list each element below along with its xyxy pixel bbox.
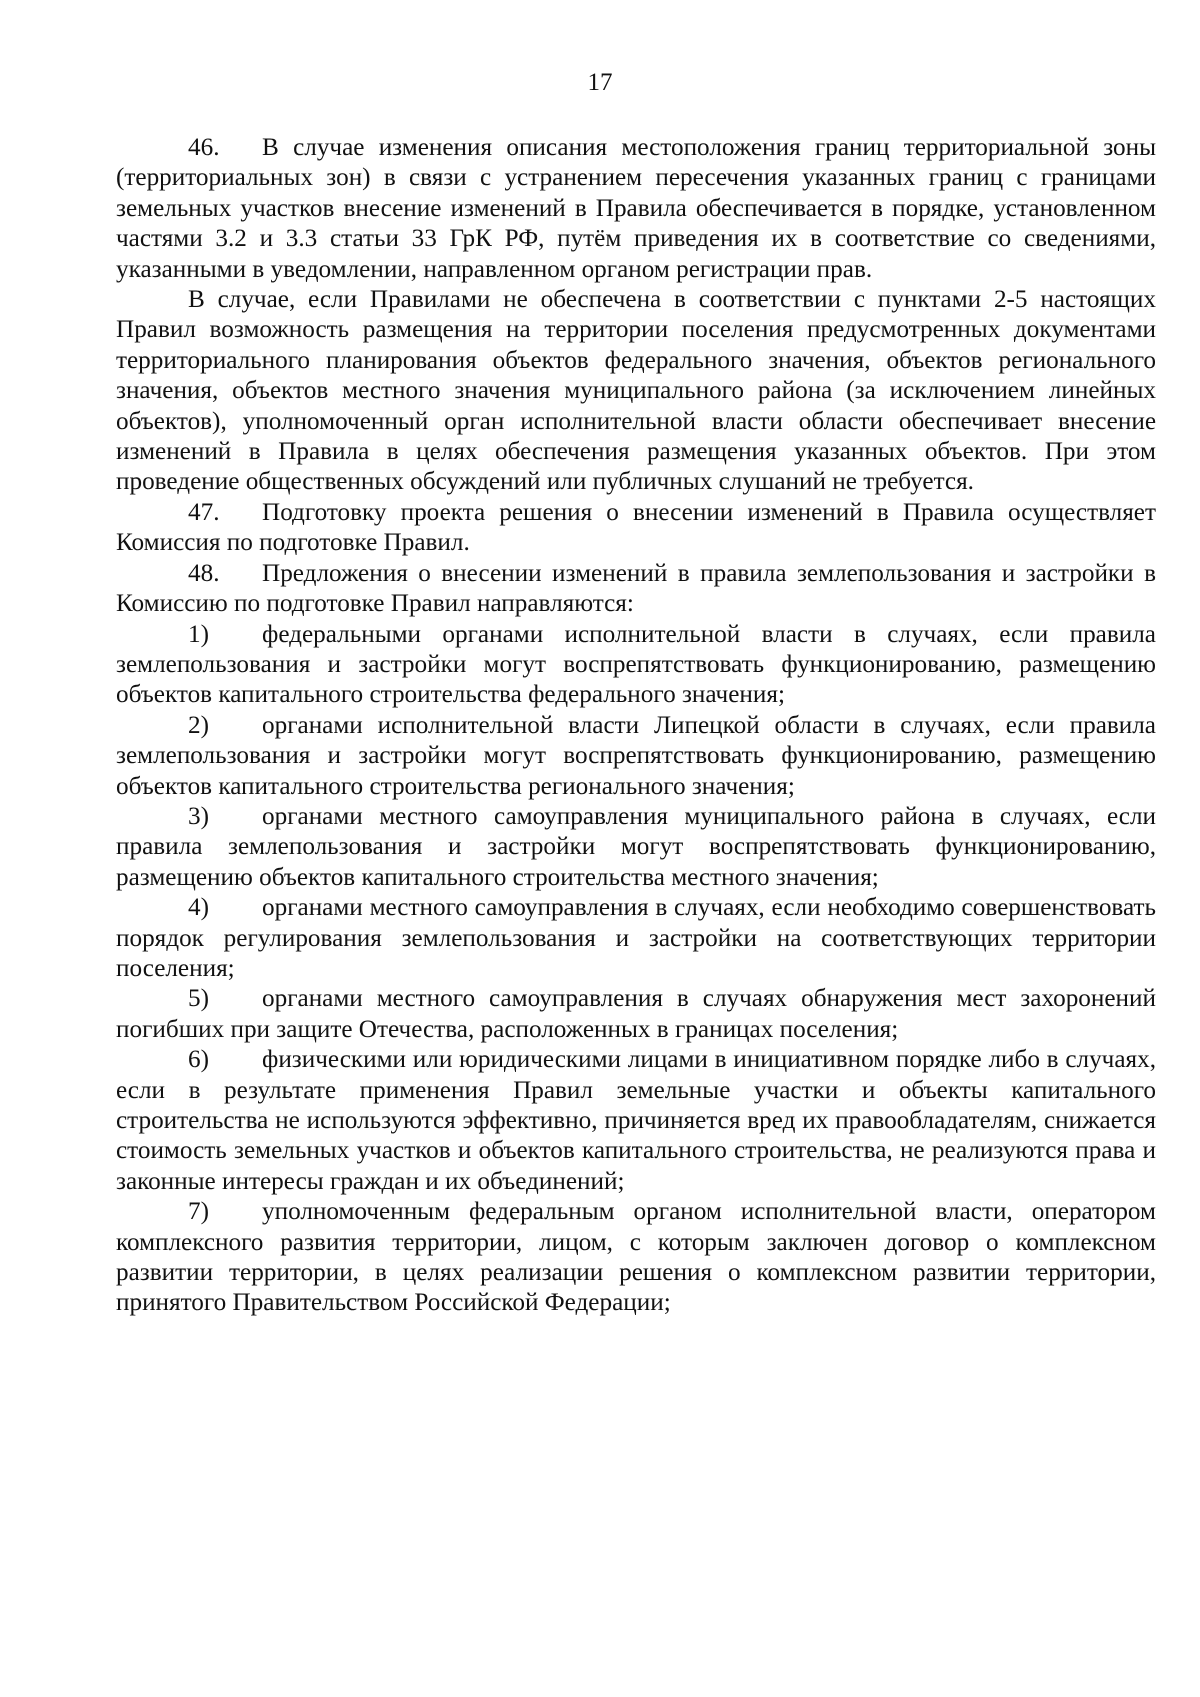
list-item-text: физическими или юридическими лицами в инициативном порядке либо в случаях, если в результате применения Правил земельные участки и объекты капитального строительства не используются эффективно, причиняется вред их правообладателям, снижается стоимость земельных участков и объектов капитального строительства, не реализуются права и законные интересы граждан и их объединений; (116, 1046, 1156, 1195)
paragraph-number: 47. (188, 498, 220, 526)
paragraph-text: В случае, если Правилами не обеспечена в соответствии с пунктами 2-5 настоящих Правил возможность размещения на территории поселения предусмотренных документами территориального планирования объектов федерального значения, объектов регионального значения, объектов местного значения муниципального района (за исключением линейных объектов), уполномоченный орган исполнительной власти области обеспечивает внесение изменений в Правила в целях обеспечения размещения указанных объектов. При этом проведение общественных обсуждений или публичных слушаний не требуется. (116, 286, 1156, 496)
paragraph-48 (116, 559, 1156, 620)
document-body (116, 133, 1156, 1319)
list-item-number: 6) (188, 1046, 209, 1074)
list-item-4 (116, 893, 1156, 984)
paragraph-47 (116, 498, 1156, 559)
paragraph-46 (116, 133, 1156, 285)
list-item-text: органами исполнительной власти Липецкой области в случаях, если правила землепользования и застройки могут воспрепятствовать функционированию, размещению объектов капитального строительства регионального значения; (116, 711, 1156, 800)
list-item-text: уполномоченным федеральным органом исполнительной власти, оператором комплексного развития территории, лицом, с которым заключен договор о комплексном развитии территории, в целях реализации решения о комплексном развитии территории, принятого Правительством Российской Федерации; (116, 1198, 1156, 1317)
paragraph-text: Подготовку проекта решения о внесении изменений в Правила осуществляет Комиссия по подготовке Правил. (116, 498, 1156, 557)
list-item-5 (116, 984, 1156, 1045)
list-item-number: 4) (188, 894, 209, 922)
list-item-text: органами местного самоуправления в случаях обнаружения мест захоронений погибших при защите Отечества, расположенных в границах поселения; (116, 985, 1156, 1043)
list-item-text: органами местного самоуправления муниципального района в случаях, если правила землепользования и застройки могут воспрепятствовать функционированию, размещению объектов капитального строительства местного значения; (116, 802, 1156, 891)
list-item-number: 2) (188, 711, 209, 739)
list-item-2 (116, 711, 1156, 802)
paragraph-number: 46. (188, 134, 220, 161)
list-item-text: федеральными органами исполнительной власти в случаях, если правила землепользования и застройки могут воспрепятствовать функционированию, размещению объектов капитального строительства федерального значения; (116, 620, 1156, 709)
list-item-7 (116, 1197, 1156, 1319)
list-item-1 (116, 620, 1156, 711)
page-number: 17 (587, 69, 613, 96)
paragraph-text: В случае изменения описания местоположения границ территориальной зоны (территориальных зон) в связи с устранением пересечения указанных границ с границами земельных участков внесение изменений в Правила обеспечивается в порядке, установленном частями 3.2 и 3.3 статьи 33 ГрК РФ, путём приведения их в соответствие со сведениями, указанными в уведомлении, направленном органом регистрации прав. (116, 134, 1156, 283)
list-item-number: 7) (188, 1198, 209, 1226)
list-item-6 (116, 1045, 1156, 1197)
paragraph-46-continued (116, 285, 1156, 498)
list-item-3 (116, 802, 1156, 893)
list-item-text: органами местного самоуправления в случаях, если необходимо совершенствовать порядок регулирования землепользования и застройки на соответствующих территории поселения; (116, 894, 1156, 982)
paragraph-text: Предложения о внесении изменений в правила землепользования и застройки в Комиссию по подготовке Правил направляются: (116, 559, 1156, 618)
list-item-number: 3) (188, 802, 209, 830)
list-item-number: 1) (188, 620, 209, 648)
paragraph-number: 48. (188, 559, 220, 587)
list-item-number: 5) (188, 985, 209, 1013)
